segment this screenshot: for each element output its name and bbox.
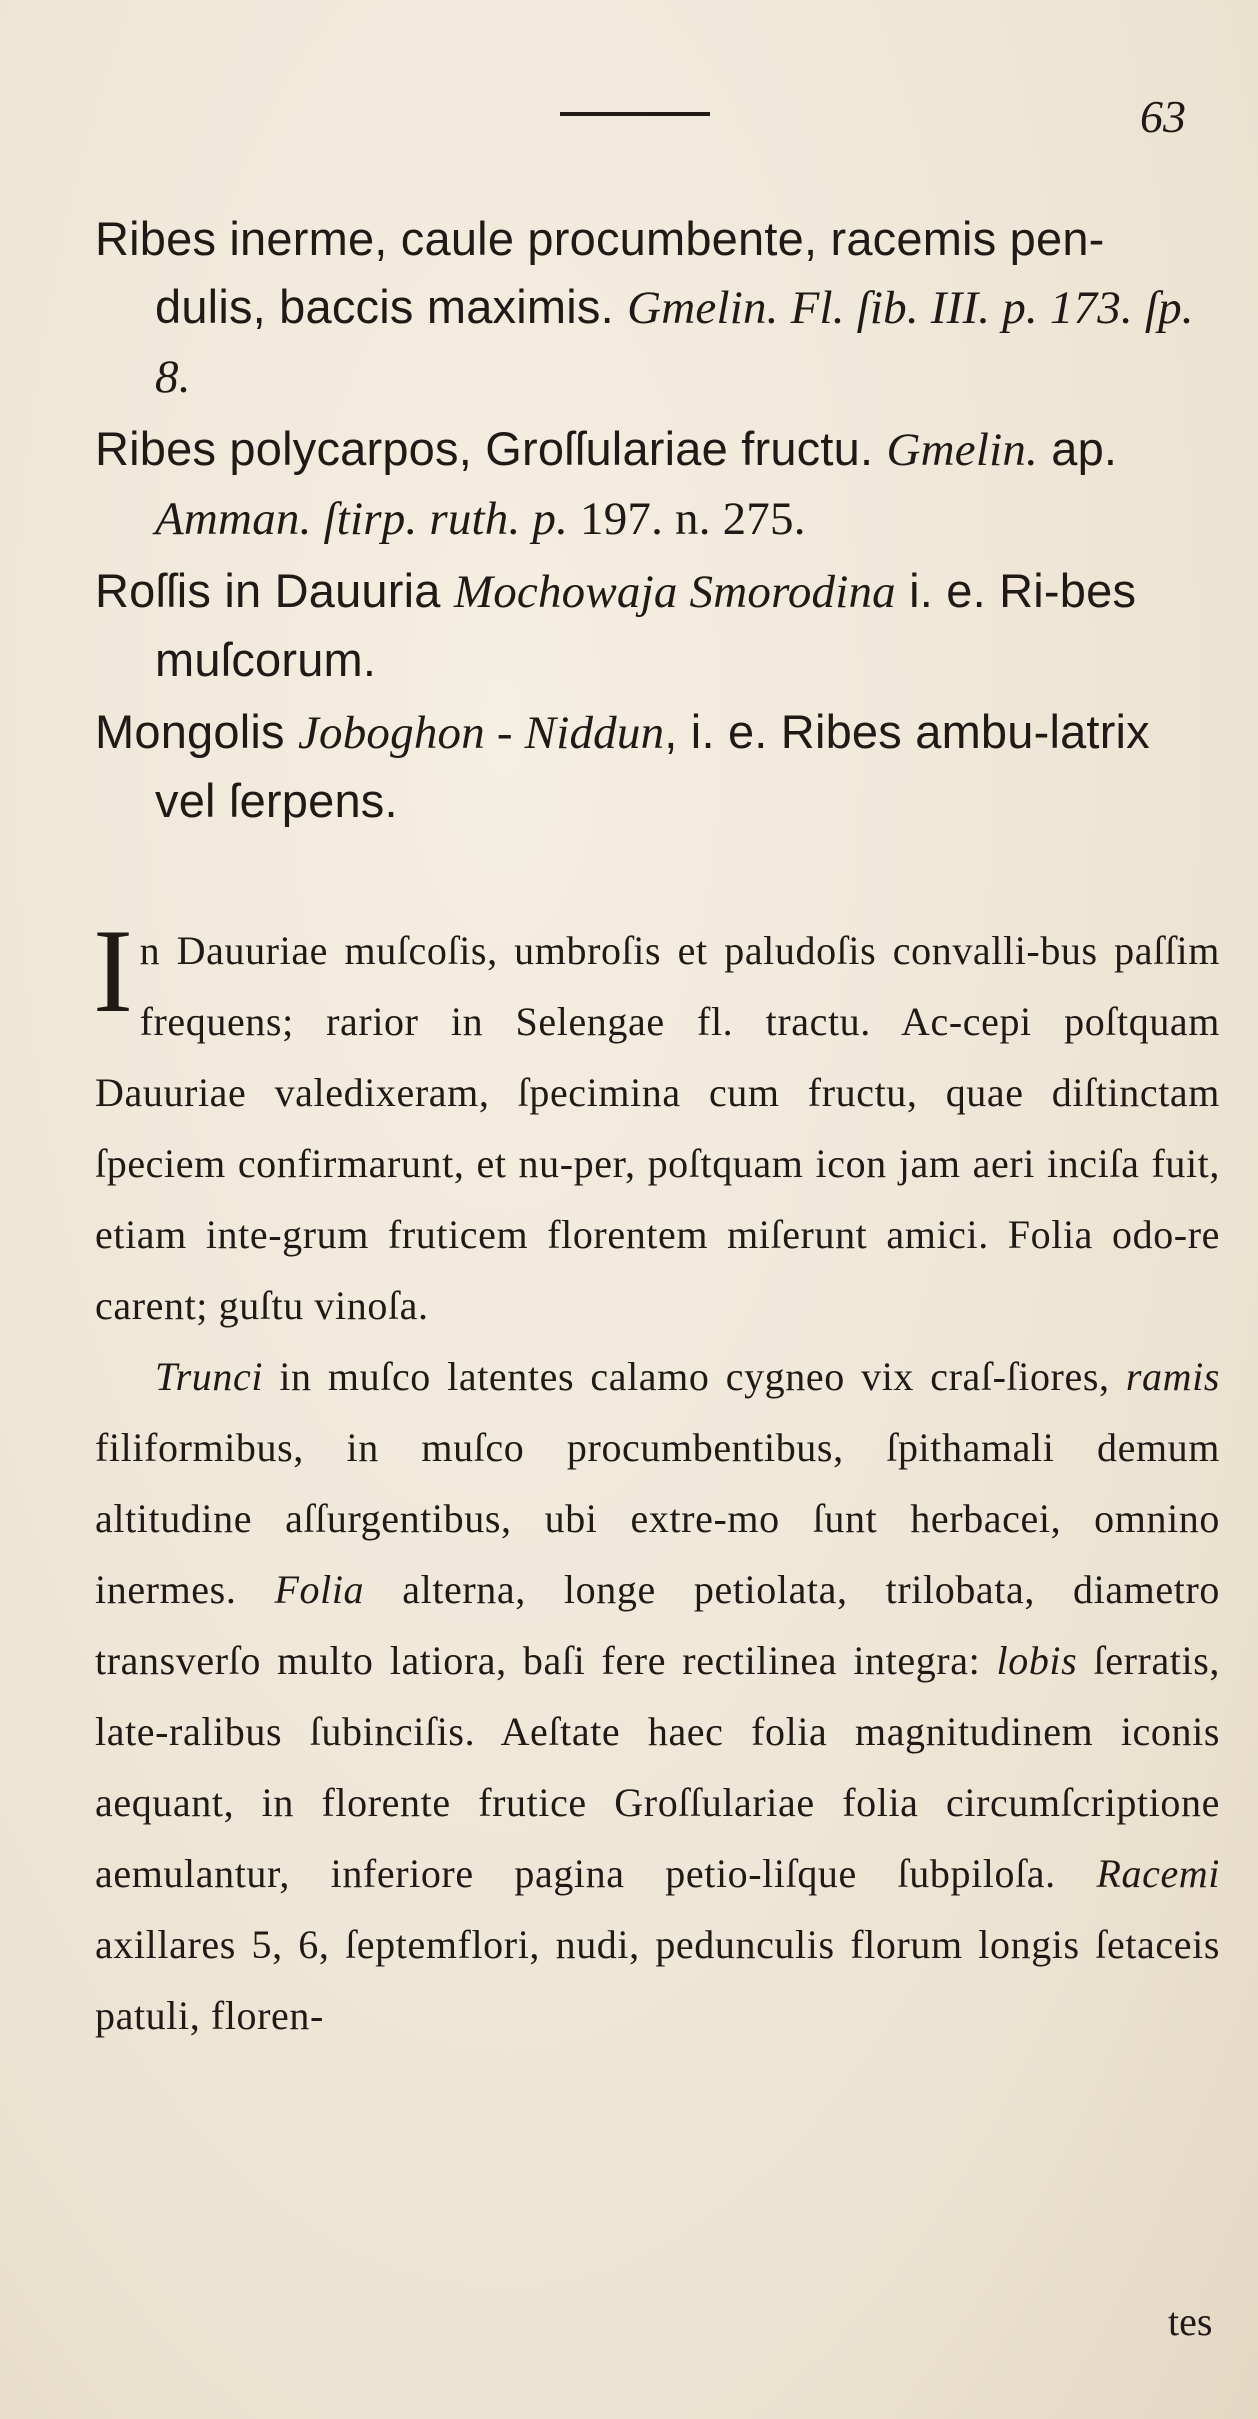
page-number: 63	[1140, 91, 1186, 142]
paragraph-text: alterna, longe petiolata, trilobata, diametro transverſo multo latiora, baſi fere rectilinea integra:	[95, 1567, 1220, 1683]
synonym-text: , i. e. Ribes ambu-latrix vel ſerpens.	[155, 705, 1150, 827]
synonym-text: Ribes inerme, caule procumbente, racemis pen-dulis, baccis maximis.	[95, 212, 1105, 333]
term: Racemi	[1096, 1851, 1220, 1896]
paragraph-description	[95, 1341, 1220, 2051]
synonym-text: i. e. Ri-bes muſcorum.	[155, 564, 1137, 686]
citation: p. 173. ſp. 8.	[155, 282, 1194, 403]
synonym-text: Roſſis in Dauuria	[95, 564, 454, 617]
citation: Gmelin. Fl. ſib. III.	[627, 282, 991, 334]
paragraph-text: in muſco latentes calamo cygneo vix craſ-ſiores,	[263, 1354, 1126, 1399]
term: Folia	[274, 1567, 365, 1612]
synonym-text: Ribes polycarpos, Groſſulariae fructu.	[95, 422, 887, 475]
paragraph-text: filiformibus, in muſco procumbentibus, ſpithamali demum altitudine aſſurgentibus, ubi extre-mo ſunt herbacei, omnino inermes.	[95, 1425, 1220, 1612]
citation: Amman. ſtirp. ruth. p.	[155, 493, 569, 545]
catchword: tes	[1168, 2299, 1213, 2344]
synonym-text	[990, 282, 1002, 334]
term: lobis	[996, 1638, 1078, 1683]
paragraph-text: ſerratis, late-ralibus ſubinciſis. Aeſtate haec folia magnitudinem iconis aequant, in florente frutice Groſſulariae folia circumſcriptione aemulantur, inferiore pagina petio-liſque ſubpiloſa.	[95, 1638, 1220, 1896]
paragraph-habitat	[93, 904, 1220, 1341]
paragraph-text: axillares 5, 6, ſeptemflori, nudi, pedunculis florum longis ſetaceis patuli, floren-	[95, 1922, 1220, 2038]
body-text	[93, 904, 1220, 2051]
synonym-text: Mongolis	[95, 705, 298, 758]
synonym-entry	[95, 415, 1215, 553]
synonym-entry	[95, 205, 1215, 411]
term: Trunci	[155, 1354, 264, 1399]
vernacular-name: Mochowaja Smorodina	[453, 566, 896, 618]
synonym-text: ap.	[1038, 422, 1118, 475]
drop-cap: I	[93, 904, 134, 1037]
header-rule	[560, 112, 710, 116]
citation: Gmelin.	[886, 424, 1038, 476]
paragraph-text: n Dauuriae muſcoſis, umbroſis et paludoſis convalli-bus paſſim frequens; rarior in Selengae fl. tractu. Ac-cepi poſtquam Dauuriae valedixeram, ſpecimina cum fructu, quae diſtinctam ſpeciem confirmarunt, et nu-per, poſtquam icon jam aeri inciſa fuit, etiam inte-grum fruticem florentem miſerunt amici. Folia odo-re carent; guſtu vinoſa.	[95, 928, 1220, 1328]
synonym-entry	[95, 557, 1215, 694]
vernacular-name: Joboghon - Niddun	[297, 707, 665, 759]
term: ramis	[1125, 1354, 1220, 1399]
synonym-list	[95, 205, 1215, 839]
synonym-entry	[95, 698, 1215, 835]
citation-number: 197. n. 275.	[568, 493, 806, 545]
